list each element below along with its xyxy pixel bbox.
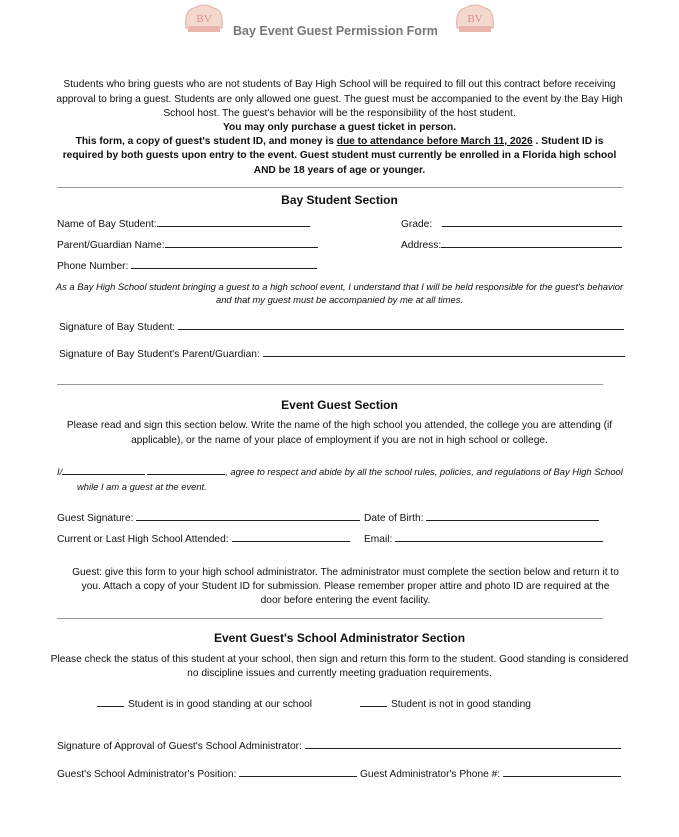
svg-text:BV: BV [196,13,212,25]
school-crest-logo-left [180,2,228,36]
student-signature-field[interactable]: Signature of Bay Student: [59,320,624,333]
intro-line: School host. The guest's behavior will be the responsibility of the host student. [163,108,516,119]
svg-text:BV: BV [467,13,483,25]
student-name-field[interactable]: Name of Bay Student: [57,217,310,230]
email-field[interactable]: Email: [364,532,603,545]
grade-field[interactable]: Grade: [401,217,622,230]
event-guest-heading: Event Guest Section [281,398,398,412]
requirement-notice: required by both guests upon entry to the event. Guest student must currently be enrolled in a Florida high school [62,150,617,161]
divider [57,384,603,385]
high-school-field[interactable]: Current or Last High School Attended: [57,532,350,545]
guest-agreement-field[interactable]: I/ , agree to respect and abide by all the school rules, policies, and regulations of Bay High School [57,466,623,477]
parent-signature-field[interactable]: Signature of Bay Student's Parent/Guardian: [59,347,625,360]
deadline: due to attendance before March 11, 2026 [336,136,533,147]
admin-phone-field[interactable]: Guest Administrator's Phone #: [360,767,621,780]
admin-instructions: no discipline issues and currently meeting graduation requirements. [187,668,492,679]
student-statement: and that my guest must be accompanied by me at all times. [216,294,463,305]
date-of-birth-field[interactable]: Date of Birth: [364,511,599,524]
intro-line: approval to bring a guest. Students are only allowed one guest. The guest must be accompanied to the event by the Bay High [56,94,623,105]
form-title: Bay Event Guest Permission Form [233,24,438,38]
not-good-standing-option[interactable]: Student is not in good standing [360,697,531,710]
age-notice: AND be 18 years of age or younger. [253,165,426,176]
guest-agreement-text: while I am a guest at the event. [77,481,207,492]
admin-position-field[interactable]: Guest's School Administrator's Position: [57,767,357,780]
purchase-notice: You may only purchase a guest ticket in person. [222,122,457,133]
deadline-notice: This form, a copy of guest's student ID, and money is due to attendance before March 11, 2026 . Student ID is [75,136,604,147]
guest-note: Guest: give this form to your high school administrator. The administrator must complete the section below and return it to [72,567,619,578]
guest-note: you. Attach a copy of your Student ID for submission. Please remember proper attire and photo ID are required at the [81,581,610,592]
school-crest-logo-right [451,2,499,36]
divider [57,187,623,188]
guest-instructions: Please read and sign this section below. Write the name of the high school you attended, the college you are attending (if [66,420,613,431]
student-statement: As a Bay High School student bringing a guest to a high school event, I understand that I will be held responsible for the guest's behavior [55,281,624,292]
guest-instructions: applicable), or the name of your place of employment if you are not in high school or college. [131,435,548,446]
guest-note: door before entering the event facility. [260,595,431,606]
administrator-heading: Event Guest's School Administrator Section [213,631,466,645]
admin-signature-field[interactable]: Signature of Approval of Guest's School Administrator: [57,739,621,752]
admin-instructions: Please check the status of this student at your school, then sign and return this form to the student. Good standing is considered [50,654,629,665]
good-standing-option[interactable]: Student is in good standing at our school [97,697,312,710]
address-field[interactable]: Address: [401,238,622,251]
bay-student-heading: Bay Student Section [281,193,398,207]
phone-field[interactable]: Phone Number: [57,259,317,272]
parent-name-field[interactable]: Parent/Guardian Name: [57,238,318,251]
intro-line: Students who bring guests who are not students of Bay High School will be required to fill out this contract before receiving [63,79,616,90]
guest-signature-field[interactable]: Guest Signature: [57,511,360,524]
divider [57,618,603,619]
